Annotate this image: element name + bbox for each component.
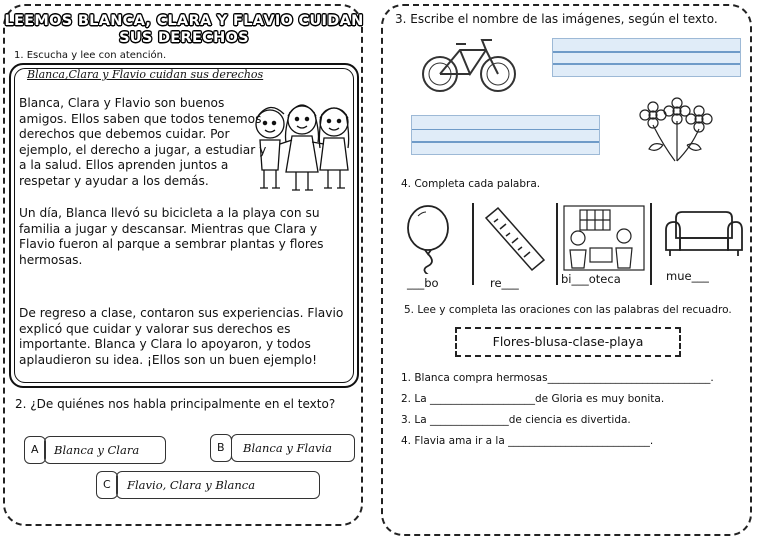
flowers-icon: [635, 95, 715, 167]
option-c-text: Flavio, Clara y Blanca: [127, 478, 256, 492]
option-a-text: Blanca y Clara: [54, 443, 140, 457]
bicycle-icon: [420, 34, 520, 96]
option-b-letter: B: [217, 441, 225, 454]
word-bank: Flores-blusa-clase-playa: [455, 327, 681, 357]
paragraph-2: Un día, Blanca llevó su bicicleta a la playa con su familia a jugar y descansar. Mientras que Clara y Flavio fueron al parque a sembrar plantas y flores hermosas.: [19, 206, 324, 267]
instruction-1: 1. Escucha y lee con atención.: [14, 50, 167, 61]
question-2: 2. ¿De quiénes nos habla principalmente en el texto?: [15, 397, 336, 411]
divider-1: [472, 203, 474, 285]
option-c-letter: C: [103, 478, 111, 491]
worksheet-title: [4, 13, 364, 47]
instruction-3: 3. Escribe el nombre de las imágenes, según el texto.: [395, 12, 718, 26]
option-a-letter: A: [31, 443, 39, 456]
library-icon: [560, 204, 648, 272]
ruler-icon: [478, 204, 550, 274]
divider-3: [650, 203, 652, 285]
sentence-3: 3. La _______________de ciencia es divertida.: [401, 414, 631, 426]
answer-lines-flowers[interactable]: [411, 115, 600, 155]
sentence-4: 4. Flavia ama ir a la ___________________________.: [401, 435, 654, 447]
sentence-2: 2. La ____________________de Gloria es muy bonita.: [401, 393, 665, 405]
word-ruler: re___: [490, 276, 519, 290]
paragraph-1: Blanca, Clara y Flavio son buenos amigos. Ellos saben que todos tenemos derechos que debemos cuidar. Por ejemplo, el derecho a jugar, a estudiar y a la salud. Ellos aprenden juntos a respetar y ayudar a los demás.: [19, 96, 267, 188]
divider-2: [556, 203, 558, 285]
sofa-icon: [662, 208, 746, 264]
answer-lines-bicycle[interactable]: [552, 38, 741, 77]
balloon-icon: [402, 204, 462, 274]
reading-title: Blanca,Clara y Flavio cuidan sus derechos: [27, 68, 264, 81]
word-sofa: mue___: [666, 269, 709, 283]
title-line-1: LEEMOS BLANCA, CLARA Y FLAVIO CUIDAN: [4, 13, 364, 29]
instruction-5: 5. Lee y completa las oraciones con las palabras del recuadro.: [404, 304, 732, 316]
instruction-4: 4. Completa cada palabra.: [401, 178, 541, 190]
sentence-1: 1. Blanca compra hermosas_______________________________.: [401, 372, 714, 384]
option-b-text: Blanca y Flavia: [243, 441, 333, 455]
word-balloon: ___bo: [407, 276, 439, 290]
children-illustration: [250, 92, 355, 202]
word-library: bi___oteca: [561, 272, 621, 286]
paragraph-3: De regreso a clase, contaron sus experiencias. Flavio explicó que cuidar y valorar sus derechos es importante. Blanca y Clara lo apoyaron, y todos aplaudieron su idea. ¡Ellos son un buen ejemplo!: [19, 306, 344, 367]
title-line-2: SUS DERECHOS: [119, 30, 249, 46]
